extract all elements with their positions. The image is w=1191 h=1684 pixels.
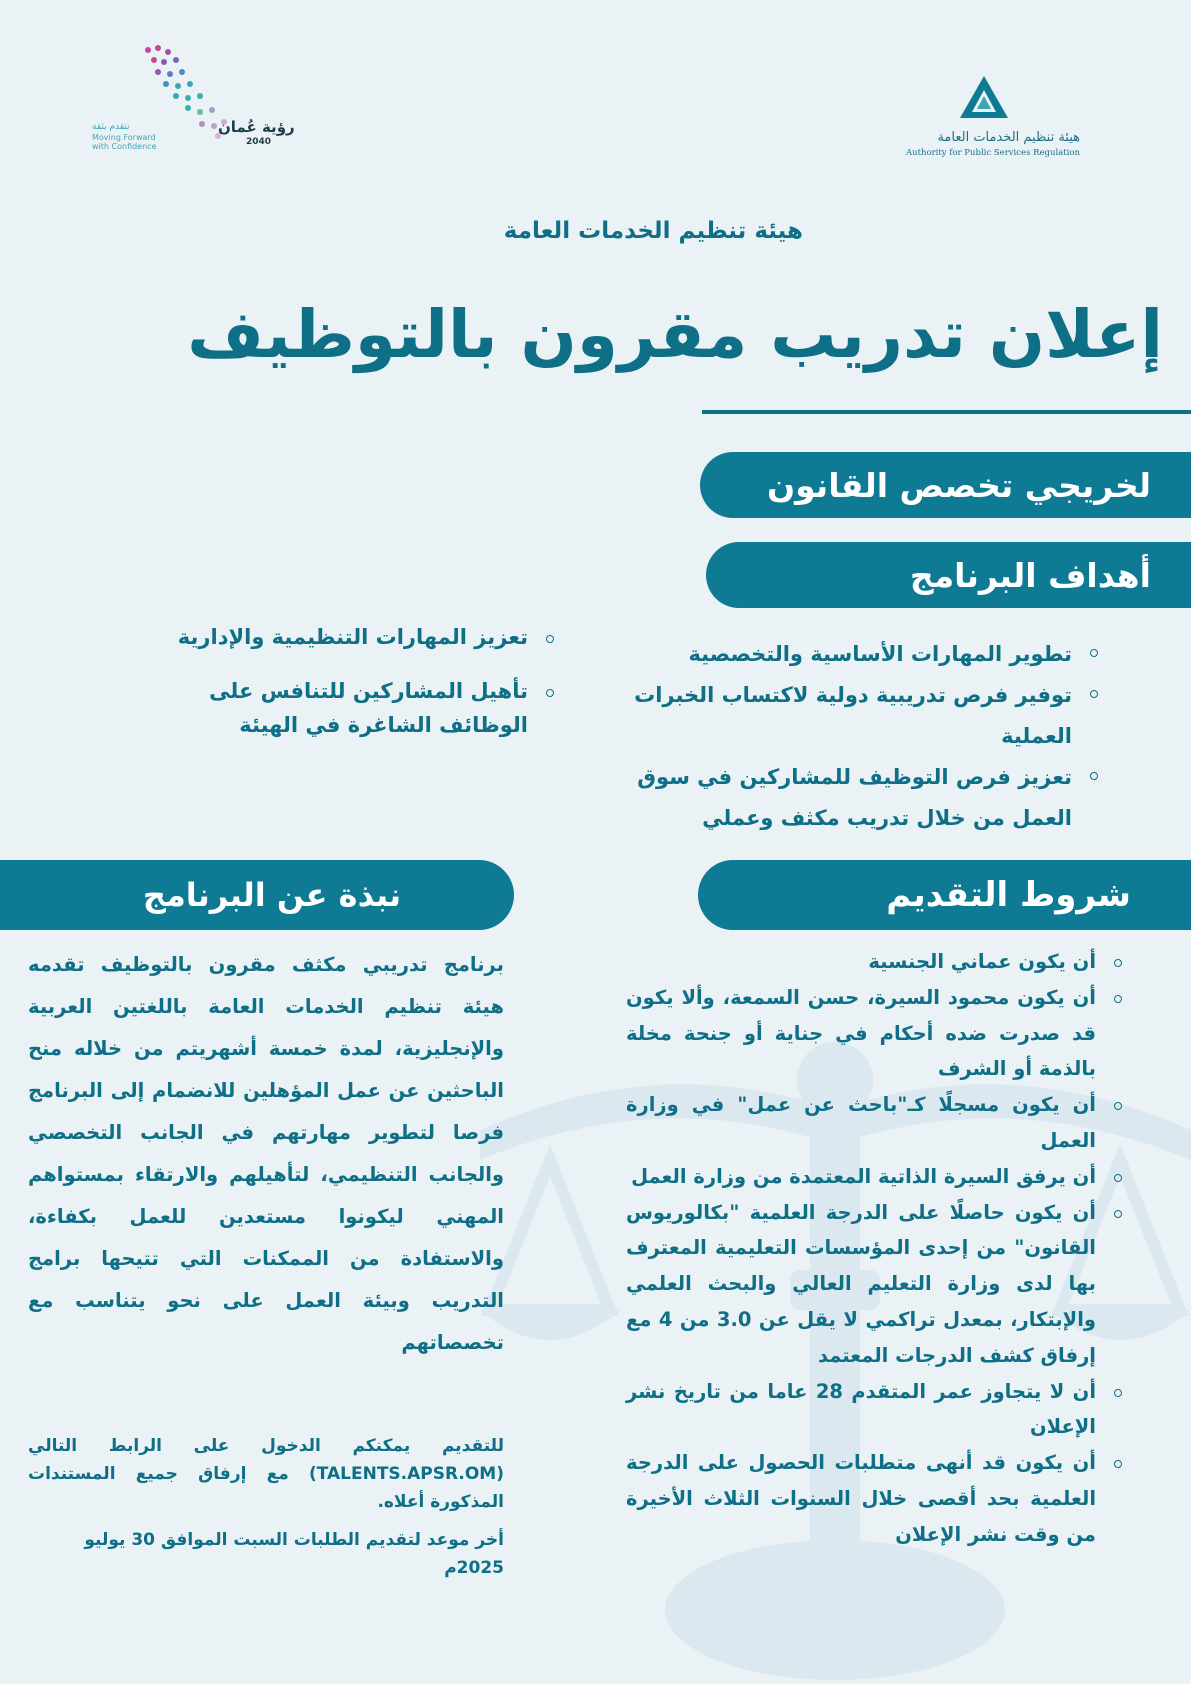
vision-tagline-en-1: Moving Forward (92, 133, 156, 142)
condition-item: أن يكون حاصلًا على الدرجة العلمية "بكالوريوس القانون" من إحدى المؤسسات التعليمية المعترف بها لدى وزارة التعليم العالي والبحث العلمي والإبتكار، بمعدل تراكمي لا يقل عن 3.0 من 4 مع إرفاق كشف الدرجات المعتمد (626, 1195, 1120, 1374)
goals-list-right (626, 634, 1096, 839)
oman-vision-logo (88, 38, 303, 158)
goals-list-left (140, 620, 552, 762)
vision-year: 2040 (246, 137, 272, 147)
goal-item: توفير فرص تدريبية دولية لاكتساب الخبرات العملية (626, 675, 1096, 757)
vision-name: رؤية عُمان (218, 118, 295, 136)
org-name: هيئة تنظيم الخدمات العامة (503, 218, 803, 244)
authority-logo (890, 74, 1080, 164)
goals-header: أهداف البرنامج (706, 542, 1191, 608)
vision-tagline-ar: نتقدم بثقة (92, 122, 130, 132)
goal-item: تأهيل المشاركين للتنافس على الوظائف الشاغرة في الهيئة (140, 674, 552, 742)
goal-item: تطوير المهارات الأساسية والتخصصية (626, 634, 1096, 675)
page-title: إعلان تدريب مقرون بالتوظيف (187, 296, 1163, 373)
authority-name-ar: هيئة تنظيم الخدمات العامة (937, 130, 1080, 145)
condition-item: أن يكون محمود السيرة، حسن السمعة، وألا يكون قد صدرت ضده أحكام في جناية أو جنحة مخلة بالذمة أو الشرف (626, 980, 1120, 1087)
title-divider (702, 410, 1191, 414)
goal-item: تعزيز المهارات التنظيمية والإدارية (140, 620, 552, 654)
condition-item: أن يكون مسجلًا كـ"باحث عن عمل" في وزارة العمل (626, 1087, 1120, 1159)
conditions-list (626, 944, 1120, 1553)
about-header: نبذة عن البرنامج (0, 860, 514, 930)
condition-item: أن يكون قد أنهى متطلبات الحصول على الدرجة العلمية بحد أقصى خلال السنوات الثلاث الأخيرة من وقت نشر الإعلان (626, 1445, 1120, 1552)
vision-tagline-en-2: with Confidence (92, 142, 157, 151)
audience-banner: لخريجي تخصص القانون (700, 452, 1191, 518)
conditions-header: شروط التقديم (698, 860, 1191, 930)
triangle-logo-icon (958, 74, 1010, 120)
goal-item: تعزيز فرص التوظيف للمشاركين في سوق العمل من خلال تدريب مكثف وعملي (626, 757, 1096, 839)
deadline-notice: أخر موعد لتقديم الطلبات السبت الموافق 30 يوليو 2025م (84, 1530, 504, 1578)
about-paragraph: برنامج تدريبي مكثف مقرون بالتوظيف تقدمه هيئة تنظيم الخدمات العامة باللغتين العربية والإنجليزية، لمدة خمسة أشهريتم من خلاله منح الباحثين عن عمل المؤهلين للانضمام إلى البرنامج فرصا لتطوير مهارتهم في الجانب التخصصي والجانب التنظيمي، لتأهيلهم والارتقاء بمستواهم المهني ليكونوا مستعدين للعمل بكفاءة، والاستفادة من الممكنات التي تتيحها برامج التدريب وبيئة العمل على نحو يتناسب مع تخصصاتهم (28, 953, 504, 1354)
apply-instructions: للتقديم يمكنكم الدخول على الرابط التالي (TALENTS.APSR.OM) مع إرفاق جميع المستندات المذكورة أعلاه. (28, 1436, 504, 1512)
condition-item: أن يكون عماني الجنسية (626, 944, 1120, 980)
condition-item: أن يرفق السيرة الذاتية المعتمدة من وزارة العمل (626, 1159, 1120, 1195)
condition-item: أن لا يتجاوز عمر المتقدم 28 عاما من تاريخ نشر الإعلان (626, 1374, 1120, 1446)
authority-name-en: Authority for Public Services Regulation (905, 148, 1080, 158)
